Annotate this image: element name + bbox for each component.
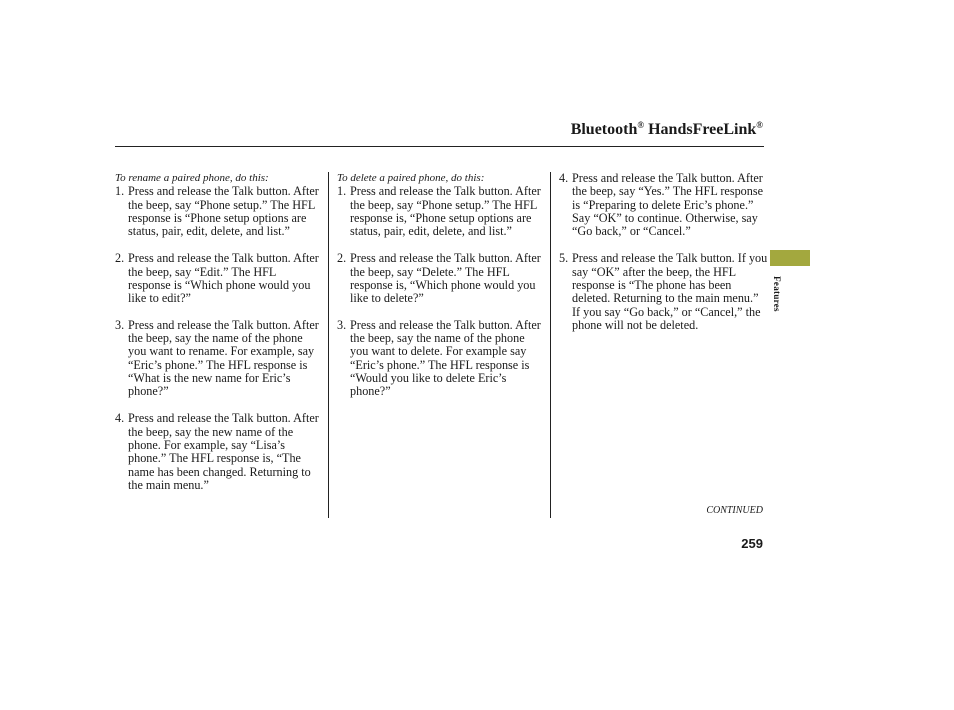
- list-item: [115, 412, 321, 492]
- list-item: [115, 319, 321, 399]
- step-text: Press and release the Talk button. After the beep, say “Delete.” The HFL response is, “Which phone would you like to delete?”: [350, 251, 541, 306]
- section-tab: [770, 250, 810, 266]
- step-number: 1.: [337, 184, 347, 199]
- list-item: [337, 252, 543, 305]
- registered-mark: ®: [637, 120, 645, 130]
- list-item: [115, 252, 321, 305]
- list-item: [337, 185, 543, 238]
- list-item: [115, 185, 321, 238]
- rename-intro: To rename a paired phone, do this:: [115, 172, 269, 184]
- list-item: [559, 252, 769, 332]
- step-number: 5.: [559, 251, 569, 266]
- step-number: 1.: [115, 184, 125, 199]
- continued-label: CONTINUED: [706, 505, 763, 516]
- page-title: [571, 120, 763, 139]
- step-text: Press and release the Talk button. After the beep, say the new name of the phone. For example, say “Lisa’s phone.” The HFL response is, “The name has been changed. Returning to the main menu.”: [128, 411, 319, 492]
- step-text: Press and release the Talk button. After the beep, say “Phone setup.” The HFL response is, “Phone setup options are status, pair, edit, delete, and list.”: [350, 184, 541, 239]
- step-text: Press and release the Talk button. After the beep, say “Phone setup.” The HFL response is “Phone setup options are status, pair, edit, delete, and list.”: [128, 184, 319, 239]
- step-text: Press and release the Talk button. After the beep, say the name of the phone you want to rename. For example, say “Eric’s phone.” The HFL response is “What is the new name for Eric’s phone?”: [128, 317, 319, 399]
- column-delete: [337, 172, 543, 398]
- header-rule: [115, 146, 764, 147]
- section-label: Features: [772, 276, 782, 312]
- step-number: 3.: [115, 317, 125, 332]
- step-number: 3.: [337, 317, 347, 332]
- step-number: 2.: [337, 251, 347, 266]
- column-delete-continued: [559, 172, 769, 332]
- step-number: 4.: [559, 171, 569, 185]
- column-divider: [328, 172, 329, 518]
- list-item: [337, 319, 543, 399]
- step-text: Press and release the Talk button. If you say “OK” after the beep, the HFL response is “The phone has been deleted. Returning to the main menu.” If you say “Go back,” or “Cancel,” the phone will not be deleted.: [572, 251, 768, 332]
- delete-intro: To delete a paired phone, do this:: [337, 172, 485, 184]
- column-divider: [550, 172, 551, 518]
- list-item: [559, 172, 769, 238]
- step-text: Press and release the Talk button. After the beep, say the name of the phone you want to delete. For example say “Eric’s phone.” The HFL response is “Would you like to delete Eric’s phone?”: [350, 317, 541, 399]
- column-rename: [115, 172, 321, 492]
- step-text: Press and release the Talk button. After the beep, say “Yes.” The HFL response is “Preparing to delete Eric’s phone.” Say “OK” to continue. Otherwise, say “Go back,” or “Cancel.”: [572, 171, 764, 239]
- title-bluetooth: Bluetooth: [570, 121, 638, 138]
- step-text: Press and release the Talk button. After the beep, say “Edit.” The HFL response is “Which phone would you like to edit?”: [128, 251, 319, 306]
- registered-mark-2: ®: [756, 120, 763, 130]
- step-number: 4.: [115, 411, 125, 426]
- title-handsfreelink: HandsFreeLink: [644, 121, 757, 138]
- page-number: 259: [741, 536, 763, 551]
- step-number: 2.: [115, 251, 125, 266]
